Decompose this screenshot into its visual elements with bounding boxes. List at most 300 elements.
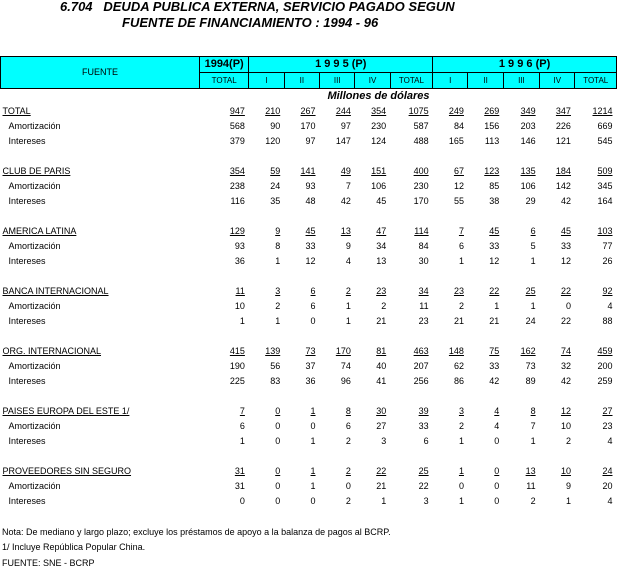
group-total-value: 0 xyxy=(275,406,281,416)
group-total-value: 210 xyxy=(265,106,281,116)
group-total-value: 129 xyxy=(229,226,245,236)
group-total-value: 6 xyxy=(310,286,316,296)
group-total-cell xyxy=(540,284,575,299)
group-total-cell xyxy=(355,404,390,419)
row-value: 545 xyxy=(597,136,613,146)
note-scope: Nota: De mediano y largo plazo; excluye los préstamos de apoyo a la balanza de pagos al BCRP. xyxy=(2,527,391,537)
row-value: 35 xyxy=(270,196,281,206)
row-value: 488 xyxy=(413,136,429,146)
row-value: 226 xyxy=(555,121,571,131)
row-value: 587 xyxy=(413,121,429,131)
row-value: 1 xyxy=(310,481,316,491)
row-value: 0 xyxy=(275,481,281,491)
group-total-cell xyxy=(320,404,355,419)
row-value: 2 xyxy=(458,301,464,311)
group-total-cell xyxy=(320,284,355,299)
row-value: 90 xyxy=(270,121,281,131)
row-value: 8 xyxy=(275,241,281,251)
group-total-value: 459 xyxy=(597,346,613,356)
row-value: 6 xyxy=(458,241,464,251)
table-row xyxy=(1,134,617,149)
group-total-cell xyxy=(284,164,319,179)
row-value: 379 xyxy=(229,136,245,146)
row-value: 0 xyxy=(310,316,316,326)
group-total-value: 141 xyxy=(300,166,316,176)
group-total-cell xyxy=(390,404,432,419)
row-value: 568 xyxy=(229,121,245,131)
group-total-value: 135 xyxy=(520,166,536,176)
table-row xyxy=(1,359,617,374)
header-1996-total: TOTAL xyxy=(575,73,617,89)
group-total-value: 13 xyxy=(340,226,351,236)
row-value: 238 xyxy=(229,181,245,191)
row-value: 27 xyxy=(376,421,387,431)
row-value: 56 xyxy=(270,361,281,371)
group-total-value: 1075 xyxy=(408,106,429,116)
row-value: 147 xyxy=(335,136,351,146)
row-label: Amortización xyxy=(8,181,61,191)
row-value: 33 xyxy=(489,241,500,251)
row-value: 2 xyxy=(565,436,571,446)
row-value: 124 xyxy=(371,136,387,146)
group-total-value: 45 xyxy=(560,226,571,236)
group-spacer xyxy=(1,269,617,284)
row-value: 1 xyxy=(275,316,281,326)
group-spacer xyxy=(1,209,617,224)
header-year-1996: 1 9 9 6 (P) xyxy=(433,57,617,73)
group-total-cell xyxy=(575,224,617,239)
group-label: CLUB DE PARIS xyxy=(2,166,71,176)
row-value: 24 xyxy=(525,316,536,326)
row-value: 203 xyxy=(520,121,536,131)
group-spacer xyxy=(1,389,617,404)
group-total-value: 162 xyxy=(520,346,536,356)
group-total-value: 11 xyxy=(235,286,245,296)
group-total-value: 8 xyxy=(530,406,536,416)
group-total-value: 400 xyxy=(413,166,429,176)
row-value: 6 xyxy=(239,421,245,431)
group-total-cell xyxy=(433,464,468,479)
group-total-value: 67 xyxy=(453,166,464,176)
group-total-cell xyxy=(575,284,617,299)
row-value: 1 xyxy=(239,436,245,446)
row-value: 4 xyxy=(607,301,613,311)
table-row xyxy=(1,419,617,434)
group-total-cell xyxy=(199,224,248,239)
row-value: 0 xyxy=(310,421,316,431)
group-label-cell xyxy=(1,404,200,419)
group-label: PAISES EUROPA DEL ESTE 1/ xyxy=(2,406,130,416)
group-total-value: 23 xyxy=(376,286,387,296)
group-total-value: 59 xyxy=(270,166,281,176)
row-value: 33 xyxy=(560,241,571,251)
table-row-group xyxy=(1,104,617,119)
table-row xyxy=(1,479,617,494)
group-spacer xyxy=(1,329,617,344)
group-total-value: 349 xyxy=(520,106,536,116)
group-total-value: 1 xyxy=(310,466,316,476)
row-label: Intereses xyxy=(8,256,46,266)
row-value: 1 xyxy=(345,316,351,326)
group-total-value: 10 xyxy=(560,466,571,476)
row-value: 74 xyxy=(340,361,351,371)
row-value: 24 xyxy=(270,181,281,191)
group-total-cell xyxy=(390,464,432,479)
group-total-cell xyxy=(284,464,319,479)
row-value: 37 xyxy=(305,361,316,371)
group-total-cell xyxy=(249,404,284,419)
row-value: 2 xyxy=(345,436,351,446)
row-value: 170 xyxy=(413,196,429,206)
group-total-cell xyxy=(540,344,575,359)
group-total-cell xyxy=(199,104,248,119)
row-value: 116 xyxy=(230,196,245,206)
group-total-value: 249 xyxy=(448,106,464,116)
row-value: 12 xyxy=(560,256,571,266)
group-total-cell xyxy=(390,164,432,179)
units-row xyxy=(1,89,617,105)
row-value: 33 xyxy=(489,361,500,371)
row-label: Intereses xyxy=(8,436,46,446)
table-row-group xyxy=(1,404,617,419)
row-value: 42 xyxy=(340,196,351,206)
row-value: 170 xyxy=(300,121,316,131)
row-value: 20 xyxy=(602,481,613,491)
spacer-cell xyxy=(1,449,617,464)
group-label-cell xyxy=(1,464,200,479)
group-total-cell xyxy=(249,224,284,239)
row-value: 113 xyxy=(484,136,500,146)
row-value: 0 xyxy=(345,481,351,491)
row-value: 73 xyxy=(525,361,536,371)
row-value: 3 xyxy=(423,496,429,506)
group-total-cell xyxy=(468,344,503,359)
header-row-years xyxy=(1,57,617,73)
group-total-value: 354 xyxy=(229,166,245,176)
table-title-line-1: 6.704 DEUDA PUBLICA EXTERNA, SERVICIO PAGADO SEGUN xyxy=(60,0,455,14)
row-value: 7 xyxy=(530,421,536,431)
row-value: 146 xyxy=(520,136,536,146)
note-footnote-1: 1/ Incluye República Popular China. xyxy=(2,542,146,552)
row-value: 21 xyxy=(376,316,387,326)
row-value: 1 xyxy=(458,256,464,266)
row-value: 345 xyxy=(597,181,613,191)
group-label-cell xyxy=(1,164,200,179)
row-value: 10 xyxy=(234,301,245,311)
group-total-value: 151 xyxy=(371,166,387,176)
row-value: 21 xyxy=(376,481,387,491)
group-total-value: 148 xyxy=(448,346,464,356)
row-value: 106 xyxy=(520,181,536,191)
row-value: 11 xyxy=(419,301,429,311)
group-total-cell xyxy=(199,464,248,479)
row-value: 1 xyxy=(239,316,245,326)
row-value: 22 xyxy=(560,316,571,326)
group-total-value: 0 xyxy=(275,466,281,476)
group-total-cell xyxy=(355,464,390,479)
group-total-value: 267 xyxy=(300,106,316,116)
row-value: 84 xyxy=(418,241,429,251)
row-value: 86 xyxy=(453,376,464,386)
row-value: 142 xyxy=(555,181,571,191)
row-value: 36 xyxy=(234,256,245,266)
group-spacer xyxy=(1,449,617,464)
group-total-value: 45 xyxy=(489,226,500,236)
header-1996-q2: II xyxy=(468,73,503,89)
table-row xyxy=(1,194,617,209)
header-1995-q1: I xyxy=(249,73,284,89)
group-total-cell xyxy=(320,164,355,179)
row-value: 200 xyxy=(597,361,613,371)
spacer-cell xyxy=(1,149,617,164)
group-total-cell xyxy=(390,224,432,239)
group-label: AMERICA LATINA xyxy=(2,226,77,236)
row-label: Amortización xyxy=(8,301,61,311)
row-value: 165 xyxy=(448,136,464,146)
group-total-cell xyxy=(390,284,432,299)
header-1995-q4: IV xyxy=(355,73,390,89)
group-label: BANCA INTERNACIONAL xyxy=(2,286,109,296)
row-value: 12 xyxy=(453,181,464,191)
group-total-value: 509 xyxy=(597,166,613,176)
row-label: Amortización xyxy=(8,481,61,491)
row-value: 40 xyxy=(376,361,387,371)
group-total-value: 7 xyxy=(458,226,464,236)
row-value: 23 xyxy=(602,421,613,431)
row-value: 21 xyxy=(453,316,464,326)
row-value: 120 xyxy=(265,136,281,146)
row-label: Amortización xyxy=(8,241,61,251)
row-value: 156 xyxy=(484,121,500,131)
row-value: 106 xyxy=(371,181,387,191)
group-total-cell xyxy=(433,404,468,419)
group-label-cell xyxy=(1,104,200,119)
table-title-line-2: FUENTE DE FINANCIAMIENTO : 1994 - 96 xyxy=(122,15,379,30)
header-1995-q3: III xyxy=(320,73,355,89)
row-value: 9 xyxy=(345,241,351,251)
row-label: Amortización xyxy=(8,421,61,431)
group-total-cell xyxy=(355,344,390,359)
group-total-cell xyxy=(575,104,617,119)
row-value: 230 xyxy=(371,121,387,131)
table-row xyxy=(1,434,617,449)
row-value: 9 xyxy=(565,481,571,491)
row-value: 1 xyxy=(530,436,536,446)
row-value: 0 xyxy=(239,496,245,506)
group-total-value: 25 xyxy=(525,286,536,296)
header-1995-total: TOTAL xyxy=(390,73,432,89)
group-total-cell xyxy=(540,224,575,239)
row-value: 29 xyxy=(525,196,536,206)
row-value: 42 xyxy=(560,196,571,206)
row-value: 0 xyxy=(494,481,500,491)
group-total-value: 4 xyxy=(494,406,500,416)
row-value: 121 xyxy=(555,136,571,146)
header-1996-q4: IV xyxy=(540,73,575,89)
group-total-cell xyxy=(199,404,248,419)
group-total-cell xyxy=(355,224,390,239)
row-value: 83 xyxy=(270,376,281,386)
row-value: 12 xyxy=(305,256,316,266)
row-value: 1 xyxy=(275,256,281,266)
row-value: 32 xyxy=(560,361,571,371)
group-total-cell xyxy=(320,464,355,479)
row-value: 30 xyxy=(418,256,429,266)
row-value: 1 xyxy=(565,496,571,506)
group-total-value: 22 xyxy=(560,286,571,296)
row-value: 0 xyxy=(458,481,464,491)
row-value: 21 xyxy=(489,316,500,326)
group-total-cell xyxy=(540,404,575,419)
row-value: 0 xyxy=(275,421,281,431)
table-row-group xyxy=(1,224,617,239)
group-total-cell xyxy=(284,344,319,359)
group-total-cell xyxy=(503,104,539,119)
group-total-value: 463 xyxy=(413,346,429,356)
group-total-cell xyxy=(433,284,468,299)
group-total-value: 13 xyxy=(525,466,536,476)
row-value: 230 xyxy=(413,181,429,191)
group-total-value: 30 xyxy=(376,406,387,416)
group-total-cell xyxy=(249,464,284,479)
group-total-value: 74 xyxy=(560,346,571,356)
row-value: 22 xyxy=(418,481,429,491)
group-total-value: 47 xyxy=(376,226,387,236)
row-value: 62 xyxy=(453,361,464,371)
header-1994-total: TOTAL xyxy=(199,73,248,89)
group-total-cell xyxy=(249,284,284,299)
row-value: 42 xyxy=(560,376,571,386)
group-total-value: 3 xyxy=(275,286,281,296)
group-total-cell xyxy=(503,344,539,359)
row-value: 0 xyxy=(275,496,281,506)
table-row xyxy=(1,314,617,329)
group-total-value: 415 xyxy=(229,346,245,356)
group-total-value: 9 xyxy=(275,226,281,236)
group-total-cell xyxy=(284,284,319,299)
table-row xyxy=(1,494,617,509)
group-total-value: 269 xyxy=(484,106,500,116)
row-value: 190 xyxy=(229,361,245,371)
group-total-value: 947 xyxy=(229,106,245,116)
group-total-value: 22 xyxy=(489,286,500,296)
row-value: 6 xyxy=(310,301,316,311)
group-total-cell xyxy=(433,344,468,359)
row-value: 0 xyxy=(565,301,571,311)
row-value: 1 xyxy=(310,436,316,446)
group-total-value: 12 xyxy=(560,406,571,416)
row-value: 48 xyxy=(305,196,316,206)
group-total-value: 25 xyxy=(418,466,429,476)
row-value: 2 xyxy=(275,301,281,311)
header-1995-q2: II xyxy=(284,73,319,89)
row-value: 4 xyxy=(494,421,500,431)
group-total-value: 3 xyxy=(458,406,464,416)
row-value: 33 xyxy=(418,421,429,431)
group-total-value: 347 xyxy=(555,106,571,116)
group-total-value: 1214 xyxy=(592,106,613,116)
group-total-value: 184 xyxy=(555,166,571,176)
group-label: TOTAL xyxy=(2,106,31,116)
row-value: 1 xyxy=(458,436,464,446)
debt-service-table xyxy=(0,56,617,509)
row-value: 31 xyxy=(234,481,245,491)
group-total-value: 31 xyxy=(234,466,245,476)
row-value: 23 xyxy=(418,316,429,326)
group-total-cell xyxy=(355,104,390,119)
row-value: 4 xyxy=(345,256,351,266)
group-label: PROVEEDORES SIN SEGURO xyxy=(2,466,132,476)
group-total-value: 2 xyxy=(345,286,351,296)
table-row-group xyxy=(1,284,617,299)
group-total-cell xyxy=(433,164,468,179)
spacer-cell xyxy=(1,269,617,284)
row-value: 4 xyxy=(607,436,613,446)
group-total-cell xyxy=(355,284,390,299)
group-total-cell xyxy=(355,164,390,179)
group-total-value: 354 xyxy=(371,106,387,116)
row-value: 6 xyxy=(345,421,351,431)
table-row-group xyxy=(1,464,617,479)
group-total-value: 49 xyxy=(340,166,351,176)
row-value: 2 xyxy=(381,301,387,311)
row-value: 0 xyxy=(494,436,500,446)
group-total-value: 1 xyxy=(458,466,464,476)
row-value: 225 xyxy=(229,376,245,386)
row-value: 34 xyxy=(376,241,387,251)
row-label: Intereses xyxy=(8,376,46,386)
row-value: 0 xyxy=(275,436,281,446)
row-value: 77 xyxy=(602,241,613,251)
group-total-value: 27 xyxy=(602,406,613,416)
table-row xyxy=(1,254,617,269)
group-total-cell xyxy=(575,464,617,479)
group-total-cell xyxy=(433,104,468,119)
spacer-cell xyxy=(1,209,617,224)
header-1996-q3: III xyxy=(503,73,539,89)
row-value: 1 xyxy=(458,496,464,506)
row-value: 207 xyxy=(413,361,429,371)
group-label-cell xyxy=(1,224,200,239)
group-total-value: 22 xyxy=(376,466,387,476)
group-total-cell xyxy=(468,404,503,419)
group-total-cell xyxy=(468,224,503,239)
group-label-cell xyxy=(1,284,200,299)
row-value: 164 xyxy=(597,196,613,206)
header-1996-q1: I xyxy=(433,73,468,89)
row-label: Intereses xyxy=(8,496,46,506)
group-total-cell xyxy=(199,284,248,299)
row-value: 85 xyxy=(489,181,500,191)
group-total-cell xyxy=(540,464,575,479)
row-value: 1 xyxy=(530,301,536,311)
group-total-cell xyxy=(320,104,355,119)
group-total-cell xyxy=(249,104,284,119)
group-total-cell xyxy=(468,284,503,299)
row-value: 669 xyxy=(597,121,613,131)
table-row xyxy=(1,179,617,194)
row-value: 38 xyxy=(489,196,500,206)
row-label: Intereses xyxy=(8,316,46,326)
row-value: 97 xyxy=(305,136,316,146)
group-total-cell xyxy=(503,464,539,479)
table-row xyxy=(1,374,617,389)
row-value: 10 xyxy=(560,421,571,431)
row-value: 4 xyxy=(607,496,613,506)
row-value: 1 xyxy=(345,301,351,311)
group-total-value: 73 xyxy=(305,346,316,356)
row-label: Amortización xyxy=(8,361,61,371)
